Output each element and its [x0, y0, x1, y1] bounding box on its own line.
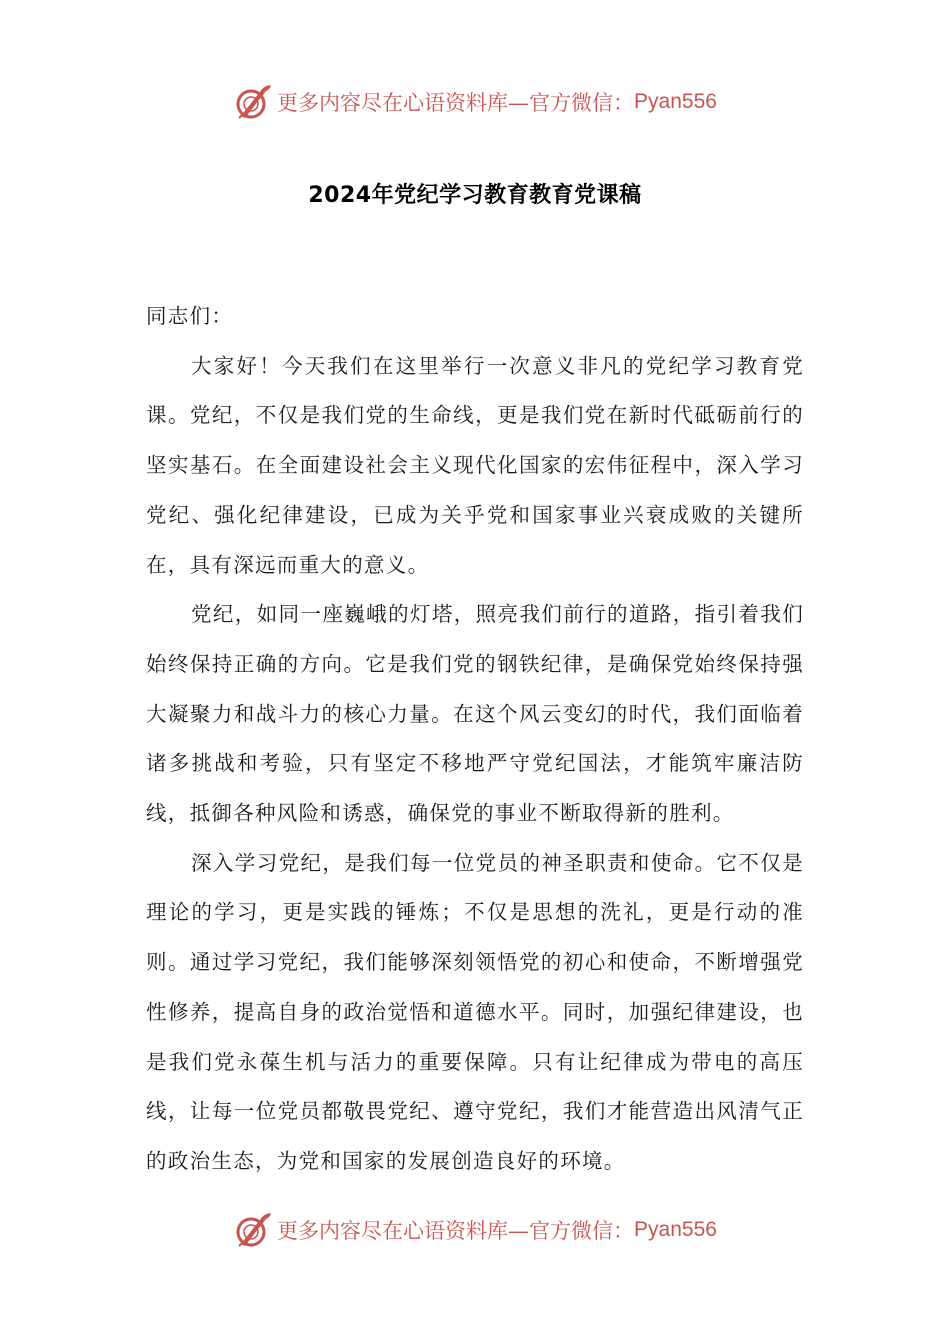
- wechat-id: Pyan556: [634, 1218, 717, 1241]
- document-body: [146, 292, 804, 1187]
- quill-logo-icon: [233, 82, 273, 122]
- header-watermark-banner: [0, 80, 950, 124]
- footer-watermark-banner: [0, 1208, 950, 1252]
- greeting: 同志们：: [146, 304, 234, 328]
- banner-text: 更多内容尽在心语资料库—官方微信：: [277, 91, 635, 115]
- paragraph-2: 党纪，如同一座巍峨的灯塔，照亮我们前行的道路，指引着我们始终保持正确的方向。它是我们党的钢铁纪律，是确保党始终保持强大凝聚力和战斗力的核心力量。在这个风云变幻的时代，我们面临着诸多挑战和考验，只有坚定不移地严守党纪国法，才能筑牢廉洁防线，抵御各种风险和诱惑，确保党的事业不断取得新的胜利。: [146, 602, 804, 826]
- quill-logo-icon: [233, 1210, 273, 1250]
- wechat-id: Pyan556: [634, 90, 717, 113]
- paragraph-1: 大家好！今天我们在这里举行一次意义非凡的党纪学习教育党课。党纪，不仅是我们党的生命线，更是我们党在新时代砥砺前行的坚实基石。在全面建设社会主义现代化国家的宏伟征程中，深入学习党纪、强化纪律建设，已成为关乎党和国家事业兴衰成败的关键所在，具有深远而重大的意义。: [146, 353, 804, 577]
- document-title: 2024年党纪学习教育教育党课稿: [308, 183, 642, 208]
- paragraph-3: 深入学习党纪，是我们每一位党员的神圣职责和使命。它不仅是理论的学习，更是实践的锤炼；不仅是思想的洗礼，更是行动的准则。通过学习党纪，我们能够深刻领悟党的初心和使命，不断增强党性修养，提高自身的政治觉悟和道德水平。同时，加强纪律建设，也是我们党永葆生机与活力的重要保障。只有让纪律成为带电的高压线，让每一位党员都敬畏党纪、遵守党纪，我们才能营造出风清气正的政治生态，为党和国家的发展创造良好的环境。: [146, 850, 804, 1173]
- banner-text: 更多内容尽在心语资料库—官方微信：: [277, 1219, 635, 1243]
